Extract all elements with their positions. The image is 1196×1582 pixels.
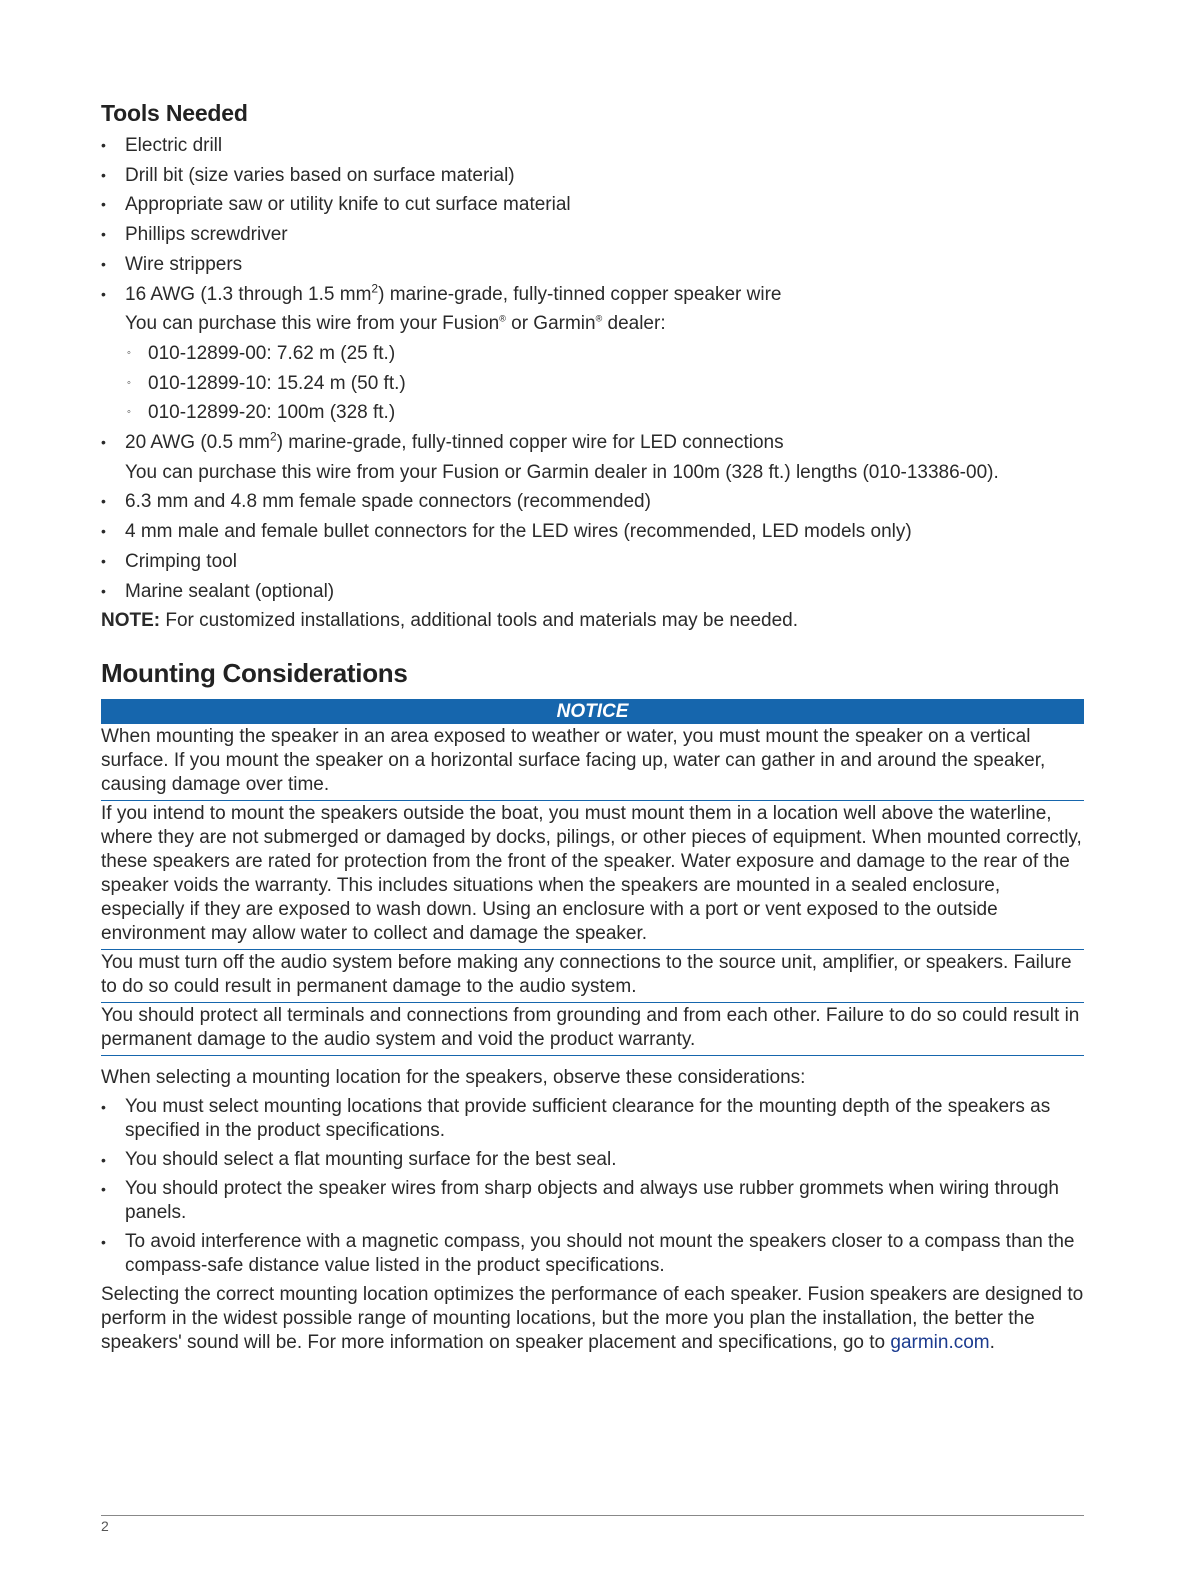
item-text: Phillips screwdriver xyxy=(125,224,288,246)
bullet-icon: • xyxy=(101,493,106,510)
considerations-list xyxy=(101,1095,1084,1278)
item-text: To avoid interference with a magnetic compass, you should not mount the speakers closer to a compass than the compass-safe distance value listed in the product specifications. xyxy=(125,1230,1075,1276)
item-text: 010-12899-20: 100m (328 ft.) xyxy=(148,402,396,424)
item-text: 010-12899-10: 15.24 m (50 ft.) xyxy=(148,372,406,394)
note-text: For customized installations, additional tools and materials may be needed. xyxy=(160,610,799,632)
document-page xyxy=(101,100,1084,1355)
bullet-icon: • xyxy=(101,1151,106,1168)
text: dealer: xyxy=(602,313,666,335)
list-item xyxy=(101,577,1084,607)
item-text: ) marine-grade, fully-tinned copper speaker wire xyxy=(378,283,782,305)
notice-paragraph: You should protect all terminals and connections from grounding and from each other. Failure to do so could result in permanent damage to the audio system and void the product warranty. xyxy=(101,1003,1084,1056)
registered-mark: ® xyxy=(595,313,603,324)
item-text: Crimping tool xyxy=(125,550,237,572)
item-text: 16 AWG (1.3 through 1.5 mm xyxy=(125,283,372,305)
final-paragraph xyxy=(101,1283,1084,1355)
page-number: 2 xyxy=(101,1518,109,1534)
led-wire-purchase-note: You can purchase this wire from your Fusion or Garmin dealer in 100m (328 ft.) lengths (010-13386-00). xyxy=(125,461,999,483)
mounting-considerations-heading: Mounting Considerations xyxy=(101,657,408,688)
considerations-intro: When selecting a mounting location for the speakers, observe these considerations: xyxy=(101,1066,806,1088)
bullet-icon: • xyxy=(101,255,106,272)
item-text: ) marine-grade, fully-tinned copper wire for LED connections xyxy=(276,432,784,454)
bullet-icon: • xyxy=(101,285,106,302)
list-item xyxy=(101,428,1084,458)
list-item xyxy=(101,339,1084,369)
bullet-icon: • xyxy=(101,137,106,153)
text: . xyxy=(989,1331,995,1353)
list-item xyxy=(101,250,1084,280)
notice-paragraph: When mounting the speaker in an area exposed to weather or water, you must mount the speaker on a vertical surface. If you mount the speaker on a horizontal surface facing up, water can gather in and around the speaker, causing damage over time. xyxy=(101,724,1084,801)
registered-mark: ® xyxy=(499,313,506,324)
item-text: You should protect the speaker wires from sharp objects and always use rubber grommets when wiring through panels. xyxy=(125,1177,1059,1223)
superscript: 2 xyxy=(270,429,277,444)
tools-needed-heading: Tools Needed xyxy=(101,100,248,126)
item-text: Wire strippers xyxy=(125,253,243,275)
list-item xyxy=(101,1230,1084,1278)
list-item xyxy=(101,547,1084,577)
tools-list xyxy=(101,131,1084,309)
list-item xyxy=(101,1148,1084,1172)
sub-bullet-icon: ◦ xyxy=(127,376,131,389)
list-item xyxy=(101,398,1084,428)
item-text: 6.3 mm and 4.8 mm female spade connectors (recommended) xyxy=(125,491,651,513)
superscript: 2 xyxy=(371,281,379,296)
bullet-icon: • xyxy=(101,434,106,451)
list-item xyxy=(101,161,1084,191)
item-text: Electric drill xyxy=(125,135,223,156)
list-item xyxy=(101,1177,1084,1225)
bullet-icon: • xyxy=(101,1180,106,1197)
bullet-icon: • xyxy=(101,1098,106,1115)
item-text: 4 mm male and female bullet connectors for the LED wires (recommended, LED models only) xyxy=(125,521,912,543)
text: You can purchase this wire from your Fusion xyxy=(125,313,500,335)
item-text: You should select a flat mounting surface for the best seal. xyxy=(125,1148,617,1170)
bullet-icon: • xyxy=(101,196,106,213)
list-item xyxy=(101,369,1084,399)
item-text: 20 AWG (0.5 mm xyxy=(125,432,270,454)
item-text: Appropriate saw or utility knife to cut surface material xyxy=(125,194,571,216)
wire-part-list xyxy=(101,339,1084,428)
footer-divider xyxy=(101,1515,1084,1516)
note xyxy=(101,606,1084,636)
garmin-link[interactable]: garmin.com xyxy=(890,1331,990,1353)
bullet-icon: • xyxy=(101,1233,106,1250)
bullet-icon: • xyxy=(101,226,106,243)
item-text: 010-12899-00: 7.62 m (25 ft.) xyxy=(148,342,396,364)
tools-list-end xyxy=(101,487,1084,606)
tools-list-continued xyxy=(101,428,1084,458)
list-item xyxy=(101,517,1084,547)
sub-bullet-icon: ◦ xyxy=(127,406,131,419)
list-item xyxy=(101,220,1084,250)
item-text: You must select mounting locations that provide sufficient clearance for the mounting depth of the speakers as specified in the product specifications. xyxy=(125,1095,1051,1141)
sub-bullet-icon: ◦ xyxy=(127,346,131,359)
list-item xyxy=(101,280,1084,310)
notice-paragraph: You must turn off the audio system before making any connections to the source unit, amplifier, or speakers. Failure to do so could result in permanent damage to the audio system. xyxy=(101,950,1084,1003)
bullet-icon: • xyxy=(101,582,106,599)
list-item xyxy=(101,131,1084,161)
notice-banner: NOTICE xyxy=(101,699,1084,724)
bullet-icon: • xyxy=(101,552,106,569)
bullet-icon: • xyxy=(101,166,106,183)
item-text: Drill bit (size varies based on surface material) xyxy=(125,164,515,186)
list-item xyxy=(101,487,1084,517)
list-item xyxy=(101,190,1084,220)
wire-purchase-note xyxy=(101,309,1084,339)
item-text: Marine sealant (optional) xyxy=(125,580,335,602)
note-label: NOTE: xyxy=(101,610,161,632)
list-item xyxy=(101,1095,1084,1143)
bullet-icon: • xyxy=(101,523,106,540)
text: or Garmin xyxy=(505,313,596,335)
text: Selecting the correct mounting location optimizes the performance of each speaker. Fusion speakers are designed to perform in the widest possible range of mounting locations, but the more you plan the installation, the better the speakers' sound will be. For more information on speaker placement and specifications, go to xyxy=(101,1283,1084,1353)
notice-paragraph: If you intend to mount the speakers outside the boat, you must mount them in a location well above the waterline, where they are not submerged or damaged by docks, pilings, or other pieces of equipment. When mounted correctly, these speakers are rated for protection from the front of the speaker. Water exposure and damage to the rear of the speaker voids the warranty. This includes situations when the speakers are mounted in a sealed enclosure, especially if they are exposed to wash down. Using an enclosure with a port or vent exposed to the outside environment may allow water to collect and damage the speaker. xyxy=(101,801,1084,950)
